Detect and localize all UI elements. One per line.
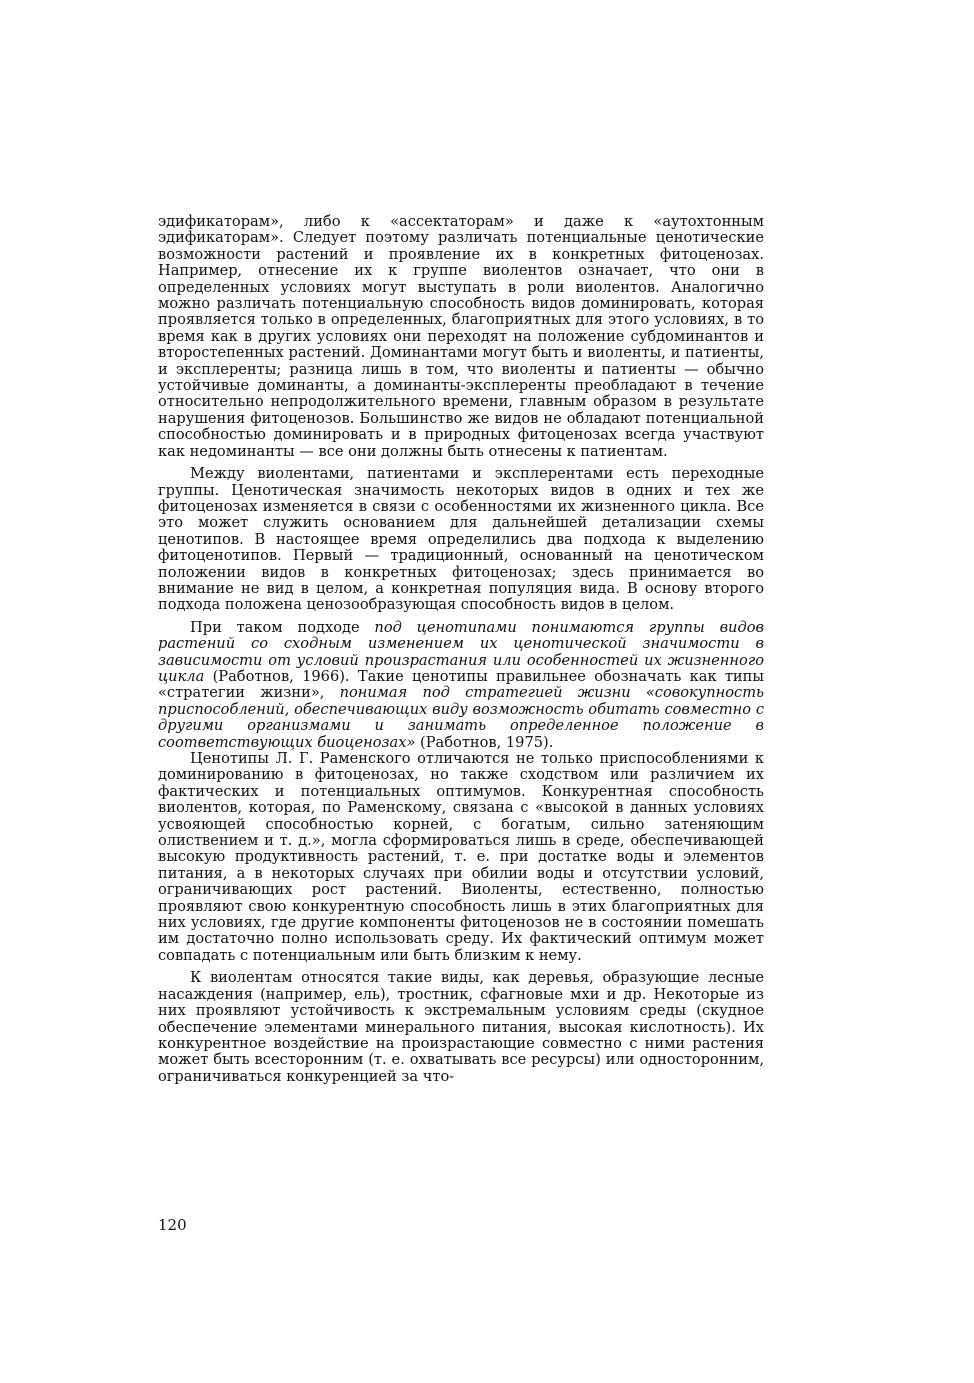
page-number: 120	[158, 1216, 187, 1234]
paragraph-4: Ценотипы Л. Г. Раменского отличаются не только приспособлениями к доминированию в фитоценозах, но также сходством или различием их фактических и потенциальных оптимумов. Конкурентная способность виолентов, которая, по Раменскому, связана с «высокой в данных условиях усвояющей способностью корней, с богатым, сильно затеняющим олиствением и т. д.», могла сформироваться лишь в среде, обеспечивающей высокую продуктивность растений, т. е. при достатке воды и элементов питания, а в некоторых случаях при обилии воды и отсутствии условий, ограничивающих рост растений. Виоленты, естественно, полностью проявляют свою конкурентную способность лишь в этих благоприятных для них условиях, где другие компоненты фитоценозов не в состоянии помешать им достаточно полно использовать среду. Их фактический оптимум может совпадать с потенциальным или быть близким к нему.	[158, 750, 764, 964]
paragraph-5: К виолентам относятся такие виды, как деревья, образующие лесные насаждения (например, ель), тростник, сфагновые мхи и др. Некоторые из них проявляют устойчивость к экстремальным условиям среды (скудное обеспечение элементами минерального питания, высокая кислотность). Их конкурентное воздействие на произрастающие совместно с ними растения может быть всесторонним (т. е. охватывать все ресурсы) или односторонним, ограничиваться конкуренцией за что-	[158, 969, 764, 1085]
paragraph-2: Между виолентами, патиентами и эксплерентами есть переходные группы. Ценотическая значимость некоторых видов в одних и тех же фитоценозах изменяется в связи с особенностями их жизненного цикла. Все это может служить основанием для дальнейшей детализации схемы ценотипов. В настоящее время определились два подхода к выделению фитоценотипов. Первый — традиционный, основанный на ценотическом положении видов в конкретных фитоценозах; здесь принимается во внимание не вид в целом, а конкретная популяция вида. В основу второго подхода положена ценозообразующая способность видов в целом.	[158, 465, 764, 614]
paragraph-3	[158, 620, 764, 751]
paragraph-3-tail: (Работнов, 1975).	[415, 733, 554, 751]
paragraph-3-middle: (Работнов, 1966). Такие ценотипы правильнее обозначать как типы «стратегии жизни»,	[158, 667, 764, 702]
paragraph-3-definition: под ценотипами понимаются группы видов растений со сходным изменением их ценотической значимости в зависимости от условий произрастания или особенностей их жизненного цикла	[158, 618, 764, 685]
paragraph-1: эдификаторам», либо к «ассектаторам» и даже к «аутохтонным эдификаторам». Следует поэтому различать потенциальные ценотические возможности растений и проявление их в конкретных фитоценозах. Например, отнесение их к группе виолентов означает, что они в определенных условиях могут выступать в роли виолентов. Аналогично можно различать потенциальную способность видов доминировать, которая проявляется только в определенных, благоприятных для этого условиях, в то время как в других условиях они переходят на положение субдоминантов и второстепенных растений. Доминантами могут быть и виоленты, и патиенты, и эксплеренты; разница лишь в том, что виоленты и патиенты — обычно устойчивые доминанты, а доминанты-эксплеренты преобладают в течение относительно непродолжительного времени, главным образом в результате нарушения фитоценозов. Большинство же видов не обладают потенциальной способностью доминировать и в природных фитоценозах всегда участвуют как недоминанты — все они должны быть отнесены к патиентам.	[158, 213, 764, 460]
paragraph-3-lead: При таком подходе	[190, 618, 375, 636]
page-text-body	[158, 214, 764, 1085]
paragraph-3-quote: понимая под стратегией жизни «совокупность приспособлений, обеспечивающих виду возможность обитать совместно с другими организмами и занимать определенное положение в соответствующих биоценозах»	[158, 684, 764, 751]
